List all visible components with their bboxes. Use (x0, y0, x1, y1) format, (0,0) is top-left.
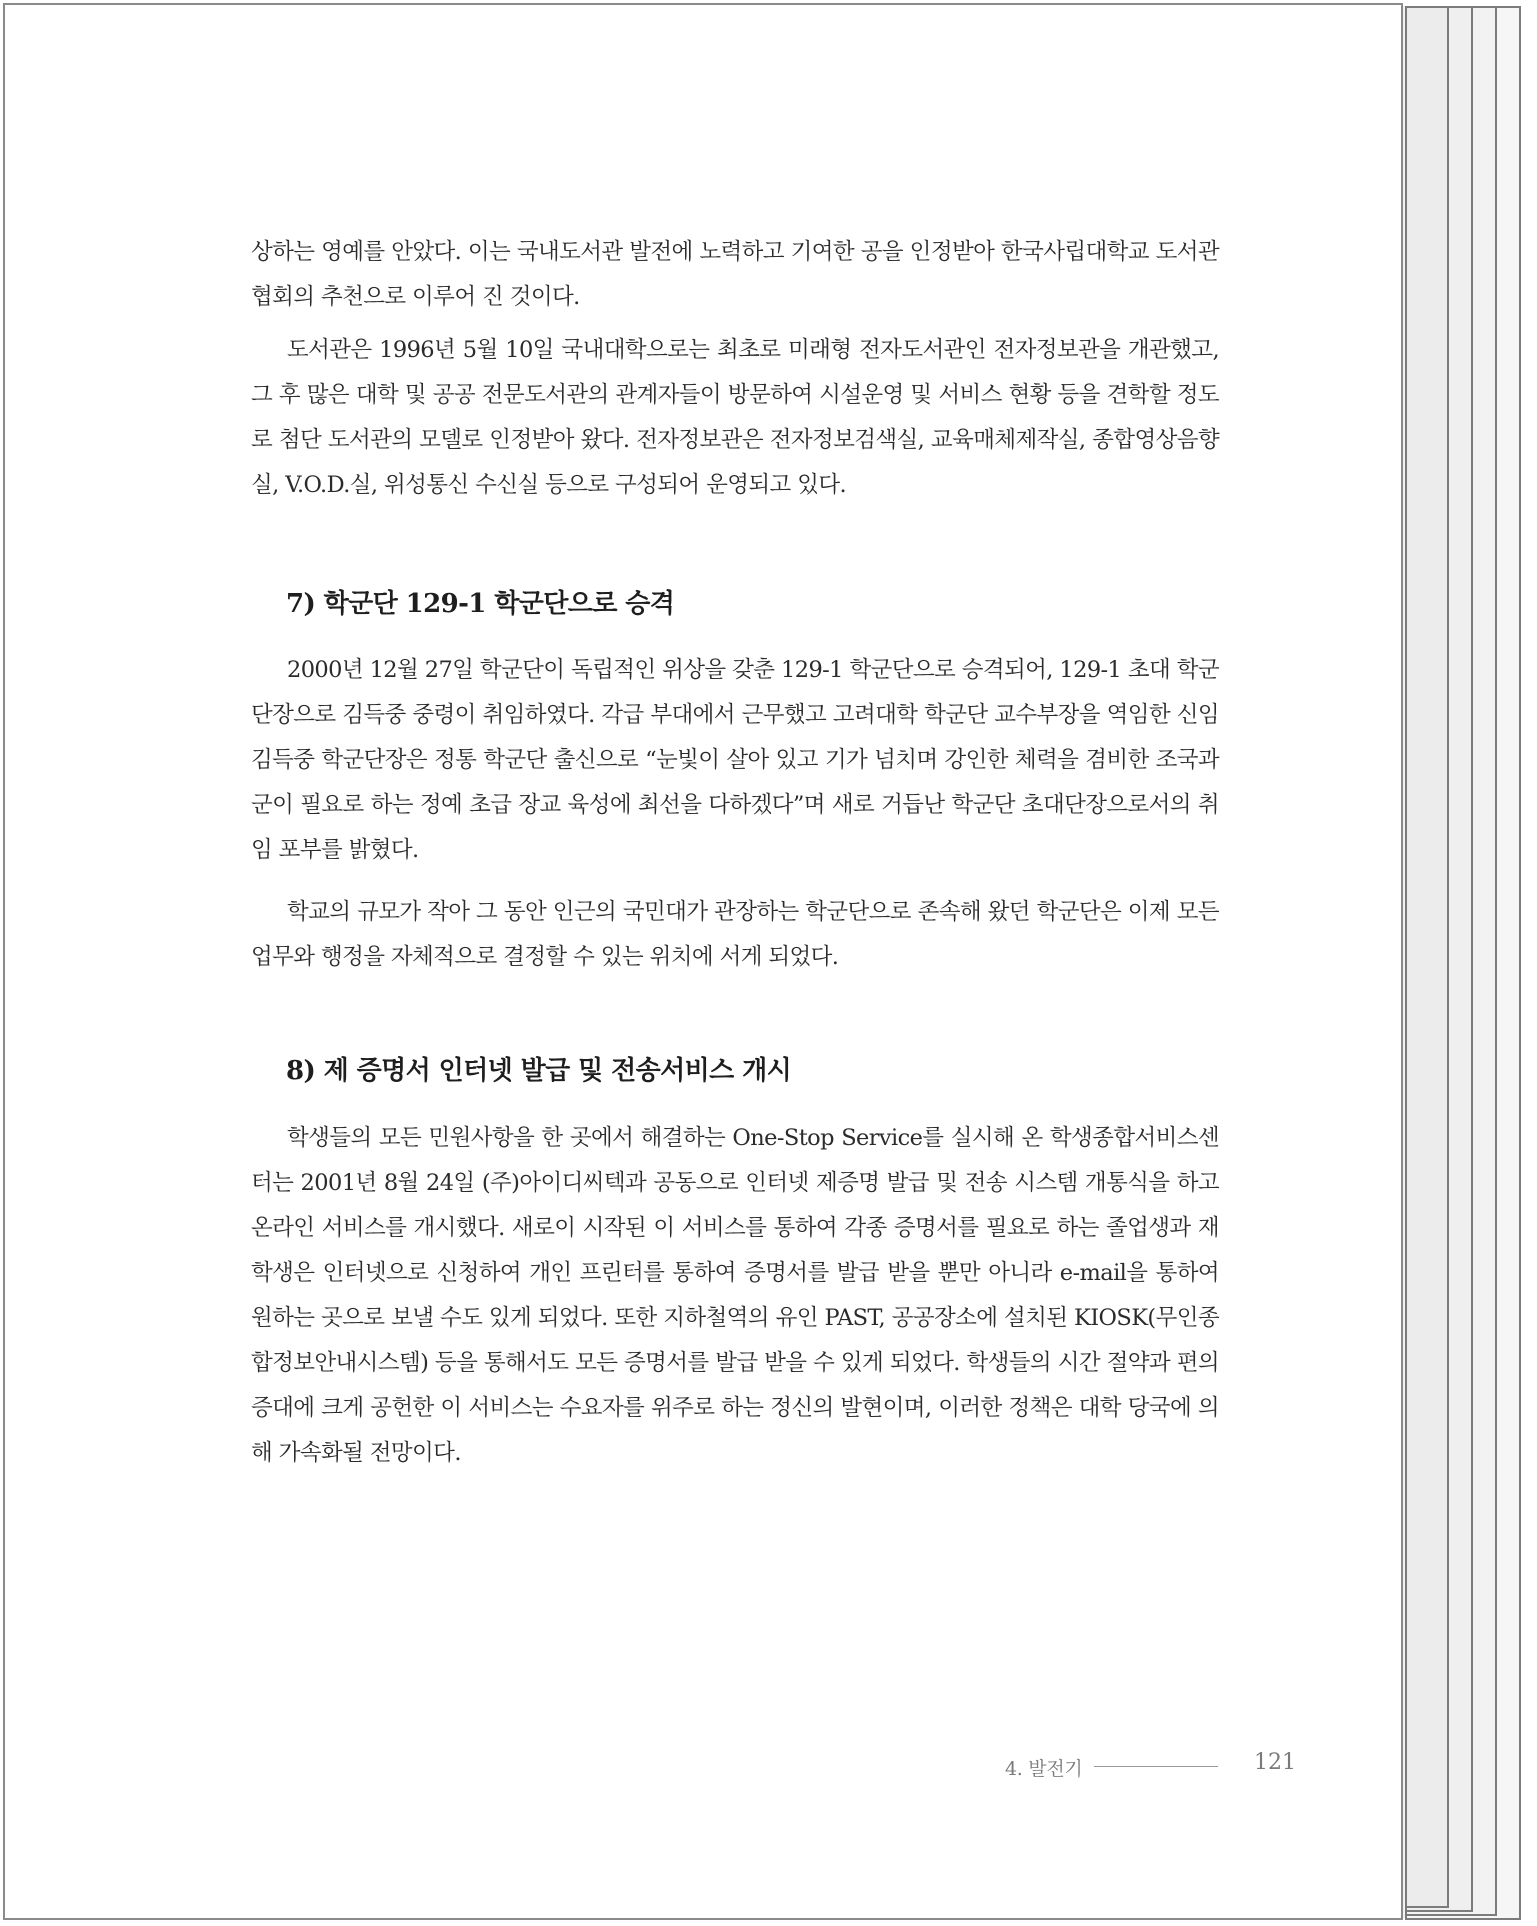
footer-rule (1094, 1766, 1218, 1767)
intro-paragraph-1: 상하는 영예를 안았다. 이는 국내도서관 발전에 노력하고 기여한 공을 인정받아 한국사립대학교 도서관협회의 추천으로 이루어 진 것이다. (251, 239, 1219, 310)
section-7-paragraph-1: 2000년 12월 27일 학군단이 독립적인 위상을 갖춘 129-1 학군단으로 승격되어, 129-1 초대 학군단장으로 김득중 중령이 취임하였다. 각급 부대에서 근무했고 고려대학 학군단 교수부장을 역임한 신임 김득중 학군단장은 정통 학군단 출신으로 “눈빛이 살아 있고 기가 넘치며 강인한 체력을 겸비한 조국과 군이 필요로 하는 정예 초급 장교 육성에 최선을 다하겠다”며 새로 거듭난 학군단 초대단장으로서의 취임 포부를 밝혔다. (251, 657, 1219, 863)
page-number: 121 (1254, 1750, 1296, 1775)
section-8-heading: 8) 제 증명서 인터넷 발급 및 전송서비스 개시 (286, 1056, 792, 1086)
running-footer-chapter: 4. 발전기 (1005, 1758, 1083, 1780)
section-7-heading: 7) 학군단 129-1 학군단으로 승격 (286, 589, 675, 619)
intro-paragraph-2: 도서관은 1996년 5월 10일 국내대학으로는 최초로 미래형 전자도서관인 전자정보관을 개관했고, 그 후 많은 대학 및 공공 전문도서관의 관계자들이 방문하여 시설운영 및 서비스 현황 등을 견학할 정도로 첨단 도서관의 모델로 인정받아 왔다. 전자정보관은 전자정보검색실, 교육매체제작실, 종합영상음향실, V.O.D.실, 위성통신 수신실 등으로 구성되어 운영되고 있다. (251, 337, 1219, 498)
section-7-paragraph-2: 학교의 규모가 작아 그 동안 인근의 국민대가 관장하는 학군단으로 존속해 왔던 학군단은 이제 모든 업무와 행정을 자체적으로 결정할 수 있는 위치에 서게 되었다. (251, 899, 1219, 970)
section-8-paragraph-1: 학생들의 모든 민원사항을 한 곳에서 해결하는 One-Stop Service를 실시해 온 학생종합서비스센터는 2001년 8월 24일 (주)아이디씨텍과 공동으로 인터넷 제증명 발급 및 전송 시스템 개통식을 하고 온라인 서비스를 개시했다. 새로이 시작된 이 서비스를 통하여 각종 증명서를 필요로 하는 졸업생과 재학생은 인터넷으로 신청하여 개인 프린터를 통하여 증명서를 발급 받을 뿐만 아니라 e-mail을 통하여 원하는 곳으로 보낼 수도 있게 되었다. 또한 지하철역의 유인 PAST, 공공장소에 설치된 KIOSK(무인종합정보안내시스템) 등을 통해서도 모든 증명서를 발급 받을 수 있게 되었다. 학생들의 시간 절약과 편의 증대에 크게 공헌한 이 서비스는 수요자를 위주로 하는 정신의 발현이며, 이러한 정책은 대학 당국에 의해 가속화될 전망이다. (251, 1125, 1219, 1466)
page-edge-1 (1405, 6, 1449, 1908)
